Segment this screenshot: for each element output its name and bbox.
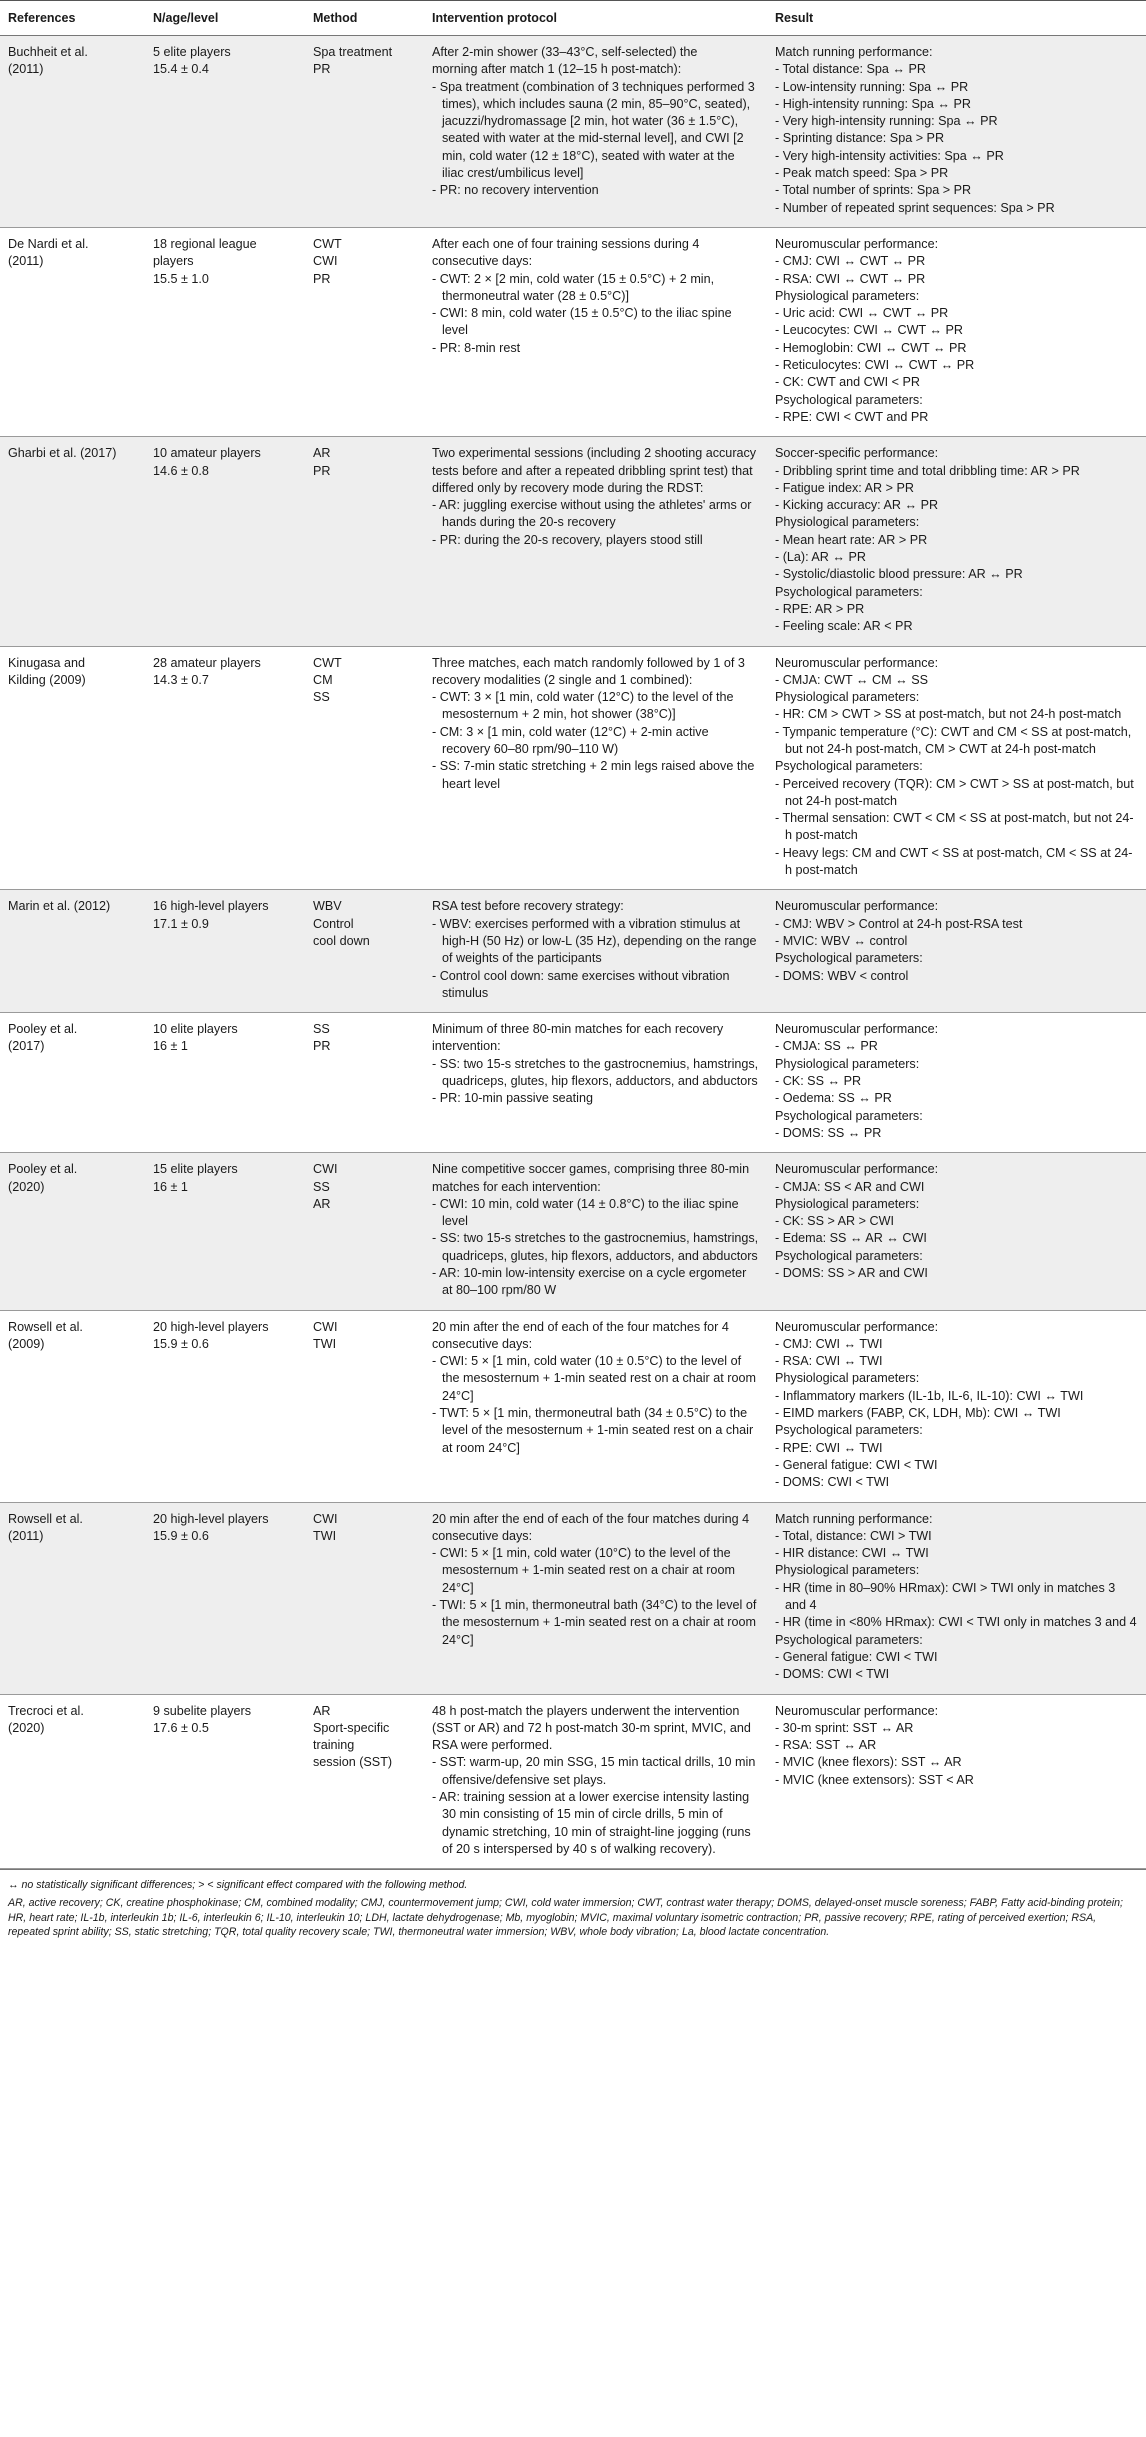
cell-method <box>305 1153 424 1310</box>
cell-result-bullet: - MVIC (knee extensors): SST < AR <box>775 1772 974 1787</box>
cell-result-heading: Psychological parameters: <box>775 1423 923 1438</box>
cell-reference-line: Trecroci et al. <box>8 1703 84 1718</box>
cell-protocol-bullet: - CWI: 5 × [1 min, cold water (10 ± 0.5°C) to the level of the mesosternum + 1-min seated rest on a chair at room 24°C] <box>432 1354 756 1403</box>
cell-method-line: CWI <box>313 1511 338 1526</box>
cell-n-age-level-line: 9 subelite players <box>153 1703 252 1718</box>
cell-method-line: PR <box>313 463 331 478</box>
cell-method <box>305 437 424 646</box>
cell-reference-line: (2011) <box>8 62 44 77</box>
table-row <box>0 1694 1146 1869</box>
cell-result-bullet: - DOMS: CWI < TWI <box>775 1667 890 1682</box>
cell-result-bullet: - Fatigue index: AR > PR <box>775 480 914 495</box>
table-row <box>0 646 1146 890</box>
cell-result-heading: Physiological parameters: <box>775 288 920 303</box>
cell-protocol-bullet: - Spa treatment (combination of 3 techniques performed 3 times), which includes sauna (2 min, 85–90°C, seated), jacuzzi/hydromassage [2 min, hot water (36 ± 1.5°C), seated with water at the mid-sternal level], and CWI [2 min, cold water (12 ± 18°C), seated with water at the iliac crest/umbilicus level] <box>432 79 755 181</box>
cell-result-bullet: - Sprinting distance: Spa > PR <box>775 131 945 146</box>
cell-result-bullet: - Tympanic temperature (°C): CWT and CM < SS at post-match, but not 24-h post-match, CM > CWT at 24-h post-match <box>775 724 1132 756</box>
cell-protocol-bullet: - SS: two 15-s stretches to the gastrocnemius, hamstrings, quadriceps, glutes, hip flexors, adductors, and abductors <box>432 1056 759 1089</box>
cell-method <box>305 646 424 890</box>
cell-protocol <box>424 36 767 228</box>
cell-reference <box>0 437 145 646</box>
cell-method-line: SS <box>313 1022 330 1037</box>
header-n-age-level: N/age/level <box>145 1 305 36</box>
cell-reference <box>0 646 145 890</box>
cell-protocol-heading: Nine competitive soccer games, comprising three 80-min matches for each intervention: <box>432 1162 750 1194</box>
cell-n-age-level-line: 15.4 ± 0.4 <box>153 62 209 77</box>
cell-protocol <box>424 1694 767 1869</box>
table-footnotes <box>0 1869 1146 1945</box>
cell-reference-line: Marin et al. (2012) <box>8 899 111 914</box>
cell-protocol-bullet: - CWI: 10 min, cold water (14 ± 0.8°C) to the iliac spine level <box>432 1196 739 1229</box>
cell-reference-line: Kilding (2009) <box>8 672 86 687</box>
cell-reference-line: Gharbi et al. (2017) <box>8 446 117 461</box>
cell-result-bullet: - Total number of sprints: Spa > PR <box>775 183 972 198</box>
table-row <box>0 437 1146 646</box>
cell-result-heading: Neuromuscular performance: <box>775 1022 939 1037</box>
cell-reference-line: Buchheit et al. <box>8 45 88 59</box>
cell-n-age-level <box>145 227 305 436</box>
cell-n-age-level-line: 16 high-level players <box>153 899 269 914</box>
cell-method-line: Sport-specific <box>313 1720 390 1735</box>
cell-method-line: SS <box>313 1179 330 1194</box>
cell-n-age-level <box>145 646 305 890</box>
cell-result <box>767 437 1146 646</box>
cell-result-heading: Physiological parameters: <box>775 1563 920 1578</box>
cell-result-heading: Neuromuscular performance: <box>775 899 939 914</box>
cell-result-bullet: - Perceived recovery (TQR): CM > CWT > SS at post-match, but not 24-h post-match <box>775 776 1134 808</box>
cell-protocol <box>424 227 767 436</box>
cell-protocol-heading: 48 h post-match the players underwent the intervention (SST or AR) and 72 h post-match 30-m sprint, MVIC, and RSA were performed. <box>432 1703 751 1753</box>
cell-protocol-heading: Three matches, each match randomly followed by 1 of 3 recovery modalities (2 single and 1 combined): <box>432 655 745 687</box>
cell-protocol-bullet: - TWT: 5 × [1 min, thermoneutral bath (34 ± 0.5°C) to the level of the mesosternum + 1-min seated rest on a chair at room 24°C] <box>432 1406 754 1455</box>
cell-result-bullet: - Total, distance: CWI > TWI <box>775 1528 932 1543</box>
cell-reference-line: Pooley et al. <box>8 1162 78 1177</box>
cell-method-line: CWI <box>313 1319 338 1334</box>
cell-n-age-level-line: 14.6 ± 0.8 <box>153 463 209 478</box>
cell-reference <box>0 1013 145 1153</box>
cell-n-age-level-line: 18 regional league <box>153 236 257 251</box>
cell-n-age-level <box>145 1502 305 1694</box>
cell-result <box>767 1502 1146 1694</box>
cell-n-age-level <box>145 1310 305 1502</box>
cell-n-age-level-line: 10 amateur players <box>153 446 261 461</box>
cell-reference-line: (2017) <box>8 1039 45 1054</box>
cell-result-bullet: - CK: SS ↔ PR <box>775 1074 862 1089</box>
cell-result-bullet: - Oedema: SS ↔ PR <box>775 1091 892 1106</box>
cell-method-line: AR <box>313 1196 331 1211</box>
cell-result-bullet: - DOMS: SS ↔ PR <box>775 1125 882 1140</box>
cell-result-bullet: - DOMS: SS > AR and CWI <box>775 1266 928 1280</box>
cell-result-bullet: - DOMS: CWI < TWI <box>775 1475 890 1490</box>
cell-result-bullet: - RPE: CWI < CWT and PR <box>775 409 929 424</box>
cell-reference-line: (2011) <box>8 254 44 269</box>
header-row <box>0 1 1146 36</box>
cell-n-age-level-line: 15.9 ± 0.6 <box>153 1336 209 1351</box>
cell-n-age-level-line: 15 elite players <box>153 1162 238 1177</box>
cell-result-bullet: - CK: SS > AR > CWI <box>775 1214 894 1229</box>
table-header <box>0 1 1146 36</box>
cell-n-age-level <box>145 1153 305 1310</box>
cell-reference <box>0 36 145 228</box>
cell-result-bullet: - DOMS: WBV < control <box>775 968 909 983</box>
cell-protocol-heading: After each one of four training sessions during 4 consecutive days: <box>432 236 700 269</box>
cell-result-bullet: - (La): AR ↔ PR <box>775 550 866 565</box>
cell-protocol <box>424 1502 767 1694</box>
cell-n-age-level-line: 20 high-level players <box>153 1319 269 1334</box>
cell-result-heading: Psychological parameters: <box>775 392 923 407</box>
cell-protocol <box>424 437 767 646</box>
cell-result-bullet: - CMJA: SS ↔ PR <box>775 1039 878 1054</box>
cell-result-heading: Psychological parameters: <box>775 1108 923 1123</box>
cell-protocol-bullet: - WBV: exercises performed with a vibration stimulus at high-H (50 Hz) or low-L (35 Hz), depending on the range of weights of the participants <box>432 916 757 966</box>
cell-method-line: SS <box>313 690 330 705</box>
cell-n-age-level <box>145 1694 305 1869</box>
cell-protocol-bullet: - CM: 3 × [1 min, cold water (12°C) + 2-min active recovery 60–80 rpm/90–110 W) <box>432 724 709 756</box>
cell-protocol-bullet: - SS: two 15-s stretches to the gastrocnemius, hamstrings, quadriceps, glutes, hip flexors, adductors, and abductors <box>432 1231 759 1263</box>
cell-method-line: Control <box>313 916 354 931</box>
cell-result <box>767 1310 1146 1502</box>
cell-result-heading: Psychological parameters: <box>775 759 923 774</box>
cell-protocol-bullet: - AR: training session at a lower exercise intensity lasting 30 min consisting of 15 min of circle drills, 5 min of dynamic stretching, 10 min of straight-line jogging (runs of 20 s interspersed by 40 s of walking recovery). <box>432 1790 751 1856</box>
cell-result-bullet: - High-intensity running: Spa ↔ PR <box>775 96 971 111</box>
cell-result-heading: Physiological parameters: <box>775 515 920 530</box>
cell-result-bullet: - RSA: SST ↔ AR <box>775 1738 877 1753</box>
cell-method-line: cool down <box>313 933 370 948</box>
cell-result-heading: Neuromuscular performance: <box>775 655 939 670</box>
cell-n-age-level <box>145 1013 305 1153</box>
cell-n-age-level-line: 17.1 ± 0.9 <box>153 916 209 931</box>
cell-protocol-bullet: - SS: 7-min static stretching + 2 min legs raised above the heart level <box>432 759 755 791</box>
table-row <box>0 227 1146 436</box>
cell-result-bullet: - Inflammatory markers (IL-1b, IL-6, IL-10): CWI ↔ TWI <box>775 1388 1084 1403</box>
cell-method-line: CWI <box>313 1162 338 1177</box>
cell-result-heading: Physiological parameters: <box>775 1196 920 1211</box>
header-result: Result <box>767 1 1146 36</box>
cell-result-bullet: - CMJA: SS < AR and CWI <box>775 1179 925 1194</box>
cell-result-heading: Physiological parameters: <box>775 690 920 705</box>
cell-protocol-heading: 20 min after the end of each of the four matches for 4 consecutive days: <box>432 1319 729 1351</box>
cell-result-bullet: - Reticulocytes: CWI ↔ CWT ↔ PR <box>775 358 975 373</box>
cell-n-age-level <box>145 437 305 646</box>
cell-result-bullet: - Systolic/diastolic blood pressure: AR ↔ PR <box>775 567 1023 582</box>
table-row <box>0 1153 1146 1310</box>
cell-result-bullet: - General fatigue: CWI < TWI <box>775 1457 938 1472</box>
cell-method-line: AR <box>313 446 331 461</box>
header-intervention-protocol: Intervention protocol <box>424 1 767 36</box>
cell-n-age-level-line: 16 ± 1 <box>153 1039 188 1054</box>
cell-protocol-bullet: - AR: juggling exercise without using the athletes' arms or hands during the 20-s recovery <box>432 498 752 530</box>
cell-result-bullet: - CMJ: CWI ↔ CWT ↔ PR <box>775 254 926 269</box>
cell-result-heading: Soccer-specific performance: <box>775 446 939 461</box>
cell-reference-line: (2020) <box>8 1720 45 1735</box>
cell-method-line: PR <box>313 1039 331 1054</box>
cell-reference <box>0 1694 145 1869</box>
cell-method <box>305 227 424 436</box>
cell-protocol-heading: 20 min after the end of each of the four matches during 4 consecutive days: <box>432 1511 750 1543</box>
cell-result-bullet: - Heavy legs: CM and CWT < SS at post-match, CM < SS at 24-h post-match <box>775 845 1133 878</box>
cell-method-line: Spa treatment <box>313 45 393 59</box>
cell-protocol-bullet: - TWI: 5 × [1 min, thermoneutral bath (34°C) to the level of the mesosternum + 1-min seated rest on a chair at room 24°C] <box>432 1598 757 1647</box>
cell-result <box>767 890 1146 1013</box>
cell-result-bullet: - Very high-intensity activities: Spa ↔ PR <box>775 148 1004 163</box>
cell-result-heading: Psychological parameters: <box>775 951 923 966</box>
cell-protocol-bullet: - CWI: 5 × [1 min, cold water (10°C) to the level of the mesosternum + 1-min seated rest on a chair at room 24°C] <box>432 1546 735 1595</box>
cell-protocol-bullet: - CWI: 8 min, cold water (15 ± 0.5°C) to the iliac spine level <box>432 306 732 338</box>
cell-result-heading: Neuromuscular performance: <box>775 236 939 251</box>
cell-method <box>305 36 424 228</box>
cell-method <box>305 1310 424 1502</box>
cell-n-age-level-line: 17.6 ± 0.5 <box>153 1720 209 1735</box>
cell-result-bullet: - Total distance: Spa ↔ PR <box>775 62 926 77</box>
cell-protocol-bullet: - CWT: 3 × [1 min, cold water (12°C) to the level of the mesosternum + 2 min, hot shower (38°C)] <box>432 690 734 722</box>
header-references: References <box>0 1 145 36</box>
cell-result-bullet: - Uric acid: CWI ↔ CWT ↔ PR <box>775 306 949 321</box>
cell-protocol <box>424 1310 767 1502</box>
cell-result-bullet: - CMJ: CWI ↔ TWI <box>775 1336 883 1351</box>
cell-result-heading: Physiological parameters: <box>775 1371 920 1386</box>
cell-n-age-level-line: 5 elite players <box>153 45 231 59</box>
cell-n-age-level-line: players <box>153 254 194 269</box>
cell-result-heading: Neuromuscular performance: <box>775 1703 939 1718</box>
cell-result-bullet: - Hemoglobin: CWI ↔ CWT ↔ PR <box>775 340 967 355</box>
cell-protocol-heading: Minimum of three 80-min matches for each recovery intervention: <box>432 1022 724 1054</box>
cell-result-bullet: - Very high-intensity running: Spa ↔ PR <box>775 114 998 129</box>
cell-result <box>767 227 1146 436</box>
cell-reference-line: (2009) <box>8 1336 45 1351</box>
cell-result <box>767 1153 1146 1310</box>
cell-reference <box>0 1153 145 1310</box>
cell-result-bullet: - Number of repeated sprint sequences: Spa > PR <box>775 200 1055 215</box>
cell-method-line: WBV <box>313 899 342 914</box>
cell-result-heading: Match running performance: <box>775 45 933 59</box>
cell-result-bullet: - Low-intensity running: Spa ↔ PR <box>775 79 969 94</box>
cell-protocol-heading: After 2-min shower (33–43°C, self-selected) the <box>432 45 698 59</box>
cell-method-line: TWI <box>313 1336 337 1351</box>
cell-method-line: training <box>313 1738 355 1753</box>
header-method: Method <box>305 1 424 36</box>
cell-method-line: session (SST) <box>313 1755 393 1770</box>
cell-n-age-level-line: 15.5 ± 1.0 <box>153 271 209 286</box>
cell-protocol-bullet: - PR: no recovery intervention <box>432 183 599 198</box>
cell-result-bullet: - Leucocytes: CWI ↔ CWT ↔ PR <box>775 323 964 338</box>
cell-result-bullet: - RSA: CWI ↔ TWI <box>775 1354 883 1369</box>
cell-protocol-heading: Two experimental sessions (including 2 shooting accuracy tests before and after a repeated dribbling sprint test) that differed only by recovery mode during the RDST: <box>432 446 757 495</box>
cell-result-bullet: - Thermal sensation: CWT < CM < SS at post-match, but not 24-h post-match <box>775 811 1134 843</box>
cell-method-line: CWT <box>313 236 342 251</box>
cell-result <box>767 1013 1146 1153</box>
cell-method <box>305 1013 424 1153</box>
cell-result <box>767 1694 1146 1869</box>
cell-result-bullet: - MVIC (knee flexors): SST ↔ AR <box>775 1755 962 1770</box>
cell-method-line: CM <box>313 672 333 687</box>
cell-protocol-bullet: - CWT: 2 × [2 min, cold water (15 ± 0.5°C) + 2 min, thermoneutral water (28 ± 0.5°C)] <box>432 271 715 303</box>
table-row <box>0 890 1146 1013</box>
cell-result-bullet: - Peak match speed: Spa > PR <box>775 166 949 181</box>
cell-reference-line: (2011) <box>8 1528 44 1543</box>
footnote-symbols: ↔ no statistically significant differences; > < significant effect compared with the following method. <box>8 1879 468 1892</box>
cell-n-age-level-line: 10 elite players <box>153 1022 238 1037</box>
cell-method <box>305 890 424 1013</box>
cell-protocol-bullet: - SST: warm-up, 20 min SSG, 15 min tactical drills, 10 min offensive/defensive set plays. <box>432 1755 756 1787</box>
cell-protocol <box>424 646 767 890</box>
cell-method <box>305 1502 424 1694</box>
table-row <box>0 1013 1146 1153</box>
cell-result-bullet: - HIR distance: CWI ↔ TWI <box>775 1546 929 1561</box>
cell-n-age-level-line: 14.3 ± 0.7 <box>153 672 209 687</box>
cell-method-line: CWI <box>313 254 338 269</box>
cell-reference <box>0 1502 145 1694</box>
cell-result-heading: Physiological parameters: <box>775 1056 920 1071</box>
cell-result-bullet: - 30-m sprint: SST ↔ AR <box>775 1720 914 1735</box>
cell-result-heading: Psychological parameters: <box>775 584 923 599</box>
cell-reference-line: Pooley et al. <box>8 1022 78 1037</box>
cell-result-bullet: - Dribbling sprint time and total dribbling time: AR > PR <box>775 463 1080 478</box>
cell-method <box>305 1694 424 1869</box>
cell-result-heading: Neuromuscular performance: <box>775 1162 939 1177</box>
cell-method-line: AR <box>313 1703 331 1718</box>
table-row <box>0 1502 1146 1694</box>
cell-reference <box>0 890 145 1013</box>
cell-method-line: TWI <box>313 1528 337 1543</box>
cell-result-bullet: - Edema: SS ↔ AR ↔ CWI <box>775 1231 927 1246</box>
cell-result-heading: Psychological parameters: <box>775 1632 923 1647</box>
cell-result-heading: Match running performance: <box>775 1511 933 1526</box>
cell-protocol <box>424 1153 767 1310</box>
cell-result <box>767 646 1146 890</box>
cell-method-line: PR <box>313 62 331 77</box>
cell-result-bullet: - HR (time in 80–90% HRmax): CWI > TWI only in matches 3 and 4 <box>775 1580 1116 1613</box>
cell-result-heading: Psychological parameters: <box>775 1248 923 1263</box>
cell-result-bullet: - Feeling scale: AR < PR <box>775 619 913 634</box>
cell-n-age-level <box>145 890 305 1013</box>
cell-n-age-level-line: 28 amateur players <box>153 655 261 670</box>
cell-reference-line: Rowsell et al. <box>8 1511 83 1526</box>
cell-reference-line: Rowsell et al. <box>8 1319 83 1334</box>
table-body <box>0 36 1146 1869</box>
cell-result-bullet: - RPE: AR > PR <box>775 601 865 616</box>
cell-protocol-bullet: - AR: 10-min low-intensity exercise on a cycle ergometer at 80–100 rpm/80 W <box>432 1266 747 1298</box>
cell-result-bullet: - EIMD markers (FABP, CK, LDH, Mb): CWI ↔ TWI <box>775 1406 1061 1421</box>
cell-reference-line: (2020) <box>8 1179 45 1194</box>
cell-reference-line: De Nardi et al. <box>8 236 89 251</box>
cell-result-bullet: - MVIC: WBV ↔ control <box>775 933 908 948</box>
cell-result-bullet: - Kicking accuracy: AR ↔ PR <box>775 498 939 513</box>
footnote-abbreviations: AR, active recovery; CK, creatine phosphokinase; CM, combined modality; CMJ, countermovement jump; CWI, cold water immersion; CWT, contrast water therapy; DOMS, delayed-onset muscle soreness; FABP, Fatty acid-binding protein; HR, heart rate; IL-1b, interleukin 1b; IL-6, interleukin 6; IL-10, interleukin 10; LDH, lactate dehydrogenase; Mb, myoglobin; MVIC, maximal voluntary isometric contraction; PR, passive recovery; RPE, rating of perceived exertion; RSA, repeated sprint ability; SS, static stretching; TQR, total quality recovery scale; TWI, thermoneutral water immersion; WBV, whole body vibration; La, blood lactate concentration. <box>8 1897 1123 1938</box>
cell-result-heading: Neuromuscular performance: <box>775 1319 939 1334</box>
cell-method-line: CWT <box>313 655 342 670</box>
cell-reference <box>0 227 145 436</box>
cell-protocol <box>424 1013 767 1153</box>
cell-result-bullet: - General fatigue: CWI < TWI <box>775 1649 938 1664</box>
cell-result-bullet: - Mean heart rate: AR > PR <box>775 532 928 547</box>
cell-result-bullet: - HR: CM > CWT > SS at post-match, but not 24-h post-match <box>775 707 1122 722</box>
cell-protocol-bullet: - PR: during the 20-s recovery, players stood still <box>432 532 703 547</box>
cell-n-age-level-line: 15.9 ± 0.6 <box>153 1528 209 1543</box>
cell-protocol-bullet: - Control cool down: same exercises without vibration stimulus <box>432 968 730 1000</box>
cell-reference <box>0 1310 145 1502</box>
cell-result-bullet: - CK: CWT and CWI < PR <box>775 375 920 390</box>
cell-protocol-bullet: - PR: 10-min passive seating <box>432 1091 593 1106</box>
cell-protocol-bullet: - PR: 8-min rest <box>432 340 521 355</box>
cell-n-age-level <box>145 36 305 228</box>
cell-result <box>767 36 1146 228</box>
table-row <box>0 1310 1146 1502</box>
cell-result-bullet: - CMJA: CWT ↔ CM ↔ SS <box>775 672 928 687</box>
cell-protocol-heading: RSA test before recovery strategy: <box>432 899 624 914</box>
cell-result-bullet: - RSA: CWI ↔ CWT ↔ PR <box>775 271 926 286</box>
cell-n-age-level-line: 16 ± 1 <box>153 1179 188 1194</box>
cell-method-line: PR <box>313 271 331 286</box>
cell-result-bullet: - CMJ: WBV > Control at 24-h post-RSA test <box>775 916 1023 931</box>
table-row <box>0 36 1146 228</box>
cell-result-bullet: - HR (time in <80% HRmax): CWI < TWI only in matches 3 and 4 <box>775 1615 1137 1630</box>
cell-protocol <box>424 890 767 1013</box>
cell-protocol-heading: morning after match 1 (12–15 h post-match): <box>432 62 682 77</box>
cell-reference-line: Kinugasa and <box>8 655 86 670</box>
cell-result-bullet: - RPE: CWI ↔ TWI <box>775 1440 883 1455</box>
cell-n-age-level-line: 20 high-level players <box>153 1511 269 1526</box>
